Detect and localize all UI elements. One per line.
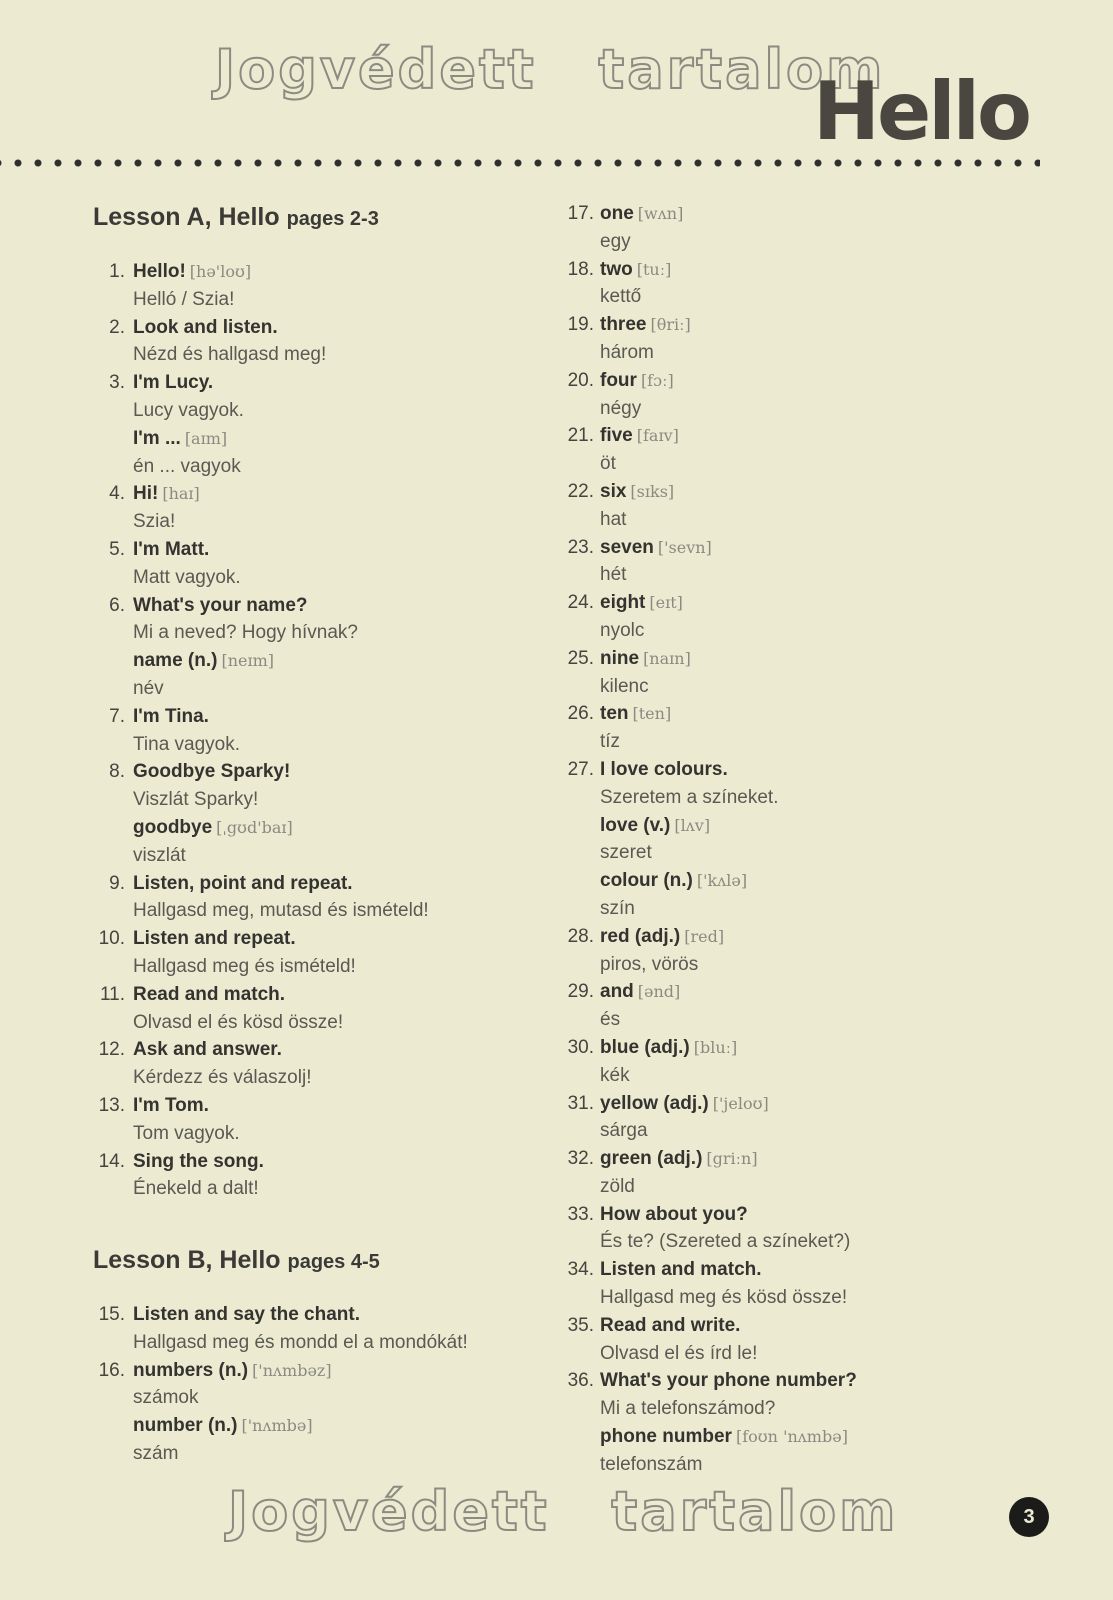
translation-text: Hallgasd meg, mutasd és ismételd!: [133, 900, 429, 922]
english-term: Hi!: [133, 483, 159, 505]
watermark-bottom: Jogvédett tartalom: [228, 1480, 899, 1543]
watermark-top: Jogvédett tartalom: [215, 38, 886, 101]
phonetic-transcription: [fɔː]: [640, 370, 674, 390]
hungarian-translation: [600, 784, 1036, 812]
translation-text: Énekeld a dalt!: [133, 1178, 259, 1200]
english-line: [133, 870, 553, 898]
hungarian-translation: [133, 786, 553, 814]
phonetic-transcription: [wʌn]: [637, 204, 684, 223]
entry-number: 35.: [567, 1314, 594, 1336]
hungarian-translation: [600, 339, 1036, 367]
english-term: eight: [600, 592, 646, 614]
english-term: Goodbye Sparky!: [133, 761, 291, 783]
phonetic-transcription: [lʌv]: [674, 815, 711, 835]
phonetic-transcription: [bluː]: [693, 1037, 738, 1057]
english-term: two: [600, 258, 633, 280]
translation-text: hét: [600, 564, 627, 586]
english-term: How about you?: [600, 1203, 748, 1225]
entry-number: 2.: [109, 316, 125, 338]
english-line: [600, 923, 1036, 951]
english-line: [133, 703, 553, 731]
hungarian-translation: [600, 283, 1036, 311]
vocab-entry: [93, 1092, 553, 1148]
vocab-entry: [566, 1034, 1036, 1090]
entry-number: 7.: [109, 705, 125, 727]
translation-text: Hallgasd meg és ismételd!: [133, 955, 356, 977]
phonetic-transcription: [eɪt]: [649, 593, 683, 613]
translation-text: Hallgasd meg és mondd el a mondókát!: [133, 1331, 468, 1353]
english-term: goodbye: [133, 816, 213, 838]
hungarian-translation: [600, 951, 1036, 979]
english-term: I'm Tina.: [133, 705, 209, 727]
translation-text: egy: [600, 230, 631, 252]
hungarian-translation: [600, 1395, 1036, 1423]
english-line: [600, 1312, 1036, 1340]
entry-number: 36.: [567, 1370, 594, 1392]
entry-number: 23.: [567, 536, 594, 558]
english-line: [600, 534, 1036, 562]
phonetic-transcription: [naɪn]: [643, 648, 691, 668]
translation-text: Kérdezz és válaszolj!: [133, 1067, 312, 1089]
translation-text: Hallgasd meg és kösd össze!: [600, 1287, 848, 1309]
english-term: name (n.): [133, 650, 218, 672]
translation-text: Mi a neved? Hogy hívnak?: [133, 622, 358, 644]
vocab-entry: [93, 925, 553, 981]
english-line: [600, 645, 1036, 673]
english-term: Listen and repeat.: [133, 928, 296, 950]
phonetic-transcription: [ənd]: [637, 982, 681, 1002]
english-term: seven: [600, 536, 654, 558]
translation-text: három: [600, 341, 654, 363]
english-term: green (adj.): [600, 1148, 703, 1170]
translation-text: Nézd és hallgasd meg!: [133, 344, 327, 366]
english-line: [600, 812, 1036, 840]
phonetic-transcription: [foʊn 'nʌmbə]: [735, 1427, 848, 1447]
dotted-divider: [0, 158, 1040, 168]
entry-number: 30.: [567, 1036, 594, 1058]
translation-text: név: [133, 677, 164, 699]
phonetic-transcription: [aɪm]: [184, 428, 228, 448]
english-line: [133, 647, 553, 675]
page-title: Hello: [812, 65, 1029, 158]
lesson-b-list: [93, 1301, 553, 1468]
hungarian-translation: [600, 728, 1036, 756]
hungarian-translation: [600, 617, 1036, 645]
entry-number: 24.: [567, 592, 594, 614]
vocab-entry: [566, 1201, 1036, 1257]
english-term: Read and write.: [600, 1314, 741, 1336]
english-term: colour (n.): [600, 870, 693, 892]
english-term: nine: [600, 647, 640, 669]
lesson-b-pages: pages 4-5: [287, 1251, 380, 1274]
english-term: Ask and answer.: [133, 1039, 282, 1061]
english-term: five: [600, 425, 633, 447]
hungarian-translation: [133, 1064, 553, 1092]
hungarian-translation: [600, 673, 1036, 701]
english-line: [600, 1201, 1036, 1229]
vocab-entry: [93, 314, 553, 370]
phonetic-transcription: [ˌgʊd'baɪ]: [216, 817, 293, 837]
hungarian-translation: [133, 453, 553, 481]
english-line: [133, 1036, 553, 1064]
hungarian-translation: [600, 1284, 1036, 1312]
translation-text: Szeretem a színeket.: [600, 786, 779, 808]
vocab-entry: [566, 422, 1036, 478]
phonetic-transcription: [ten]: [632, 704, 672, 724]
page-number-badge: 3: [1009, 1497, 1049, 1537]
entry-number: 25.: [567, 647, 594, 669]
english-line: [133, 592, 553, 620]
vocab-entry: [566, 756, 1036, 923]
vocab-entry: [566, 923, 1036, 979]
hungarian-translation: [600, 1340, 1036, 1368]
hungarian-translation: [133, 731, 553, 759]
vocab-entry: [93, 536, 553, 592]
entry-number: 19.: [567, 314, 594, 336]
hungarian-translation: [600, 1006, 1036, 1034]
translation-text: Mi a telefonszámod?: [600, 1398, 776, 1420]
translation-text: Viszlát Sparky!: [133, 789, 259, 811]
vocab-entry: [566, 1312, 1036, 1368]
entry-number: 32.: [567, 1148, 594, 1170]
english-line: [600, 756, 1036, 784]
hungarian-translation: [133, 1384, 553, 1412]
phonetic-transcription: [tuː]: [636, 259, 672, 279]
hungarian-translation: [600, 1451, 1036, 1479]
english-line: [133, 536, 553, 564]
english-term: Listen and say the chant.: [133, 1304, 360, 1326]
english-line: [600, 256, 1036, 284]
translation-text: és: [600, 1009, 621, 1031]
left-column: [93, 200, 553, 1468]
vocab-entry: [93, 1301, 553, 1357]
vocab-entry: [566, 1145, 1036, 1201]
hungarian-translation: [600, 1062, 1036, 1090]
entry-number: 33.: [567, 1203, 594, 1225]
entry-number: 12.: [98, 1039, 125, 1061]
lesson-b-list-continued: [566, 200, 1036, 1479]
english-line: [600, 867, 1036, 895]
translation-text: Szia!: [133, 511, 176, 533]
english-term: Hello!: [133, 261, 186, 282]
hungarian-translation: [133, 1440, 553, 1468]
english-line: [133, 758, 553, 786]
translation-text: Tom vagyok.: [133, 1122, 240, 1144]
translation-text: viszlát: [133, 844, 186, 866]
hungarian-translation: [133, 675, 553, 703]
hungarian-translation: [133, 397, 553, 425]
english-term: yellow (adj.): [600, 1092, 709, 1114]
hungarian-translation: [133, 1009, 553, 1037]
translation-text: hat: [600, 508, 627, 530]
vocab-entry: [93, 1036, 553, 1092]
translation-text: telefonszám: [600, 1453, 703, 1475]
entry-number: 28.: [567, 925, 594, 947]
translation-text: Helló / Szia!: [133, 288, 235, 310]
phonetic-transcription: ['jeloʊ]: [712, 1093, 769, 1113]
vocab-entry: [93, 592, 553, 703]
translation-text: sárga: [600, 1120, 648, 1142]
lesson-b-heading: [93, 1245, 553, 1301]
english-term: numbers (n.): [133, 1359, 249, 1381]
translation-text: szeret: [600, 842, 652, 864]
vocab-entry: [566, 256, 1036, 312]
translation-text: zöld: [600, 1175, 635, 1197]
english-term: ten: [600, 703, 629, 725]
phonetic-transcription: [hə'loʊ]: [189, 262, 252, 281]
vocab-entry: [566, 200, 1036, 256]
entry-number: 22.: [567, 480, 594, 502]
hungarian-translation: [133, 842, 553, 870]
english-line: [133, 925, 553, 953]
entry-number: 15.: [98, 1304, 125, 1326]
english-term: phone number: [600, 1426, 732, 1448]
entry-number: 5.: [109, 538, 125, 560]
entry-number: 13.: [98, 1094, 125, 1116]
vocab-entry: [566, 1367, 1036, 1478]
entry-number: 27.: [567, 758, 594, 780]
english-line: [600, 978, 1036, 1006]
hungarian-translation: [133, 341, 553, 369]
phonetic-transcription: ['kʌlə]: [696, 871, 748, 891]
hungarian-translation: [133, 564, 553, 592]
phonetic-transcription: [red]: [684, 926, 725, 946]
english-line: [133, 480, 553, 508]
translation-text: Lucy vagyok.: [133, 399, 244, 421]
english-term: I'm Matt.: [133, 538, 210, 560]
right-column: [566, 200, 1036, 1479]
hungarian-translation: [600, 561, 1036, 589]
entry-number: 34.: [567, 1259, 594, 1281]
entry-number: 31.: [567, 1092, 594, 1114]
english-line: [133, 1092, 553, 1120]
english-line: [133, 1301, 553, 1329]
hungarian-translation: [133, 1175, 553, 1203]
translation-text: számok: [133, 1387, 199, 1409]
english-line: [133, 981, 553, 1009]
translation-text: Tina vagyok.: [133, 733, 241, 755]
translation-text: négy: [600, 397, 642, 419]
english-line: [133, 258, 553, 286]
vocab-entry: [566, 978, 1036, 1034]
english-line: [133, 814, 553, 842]
lesson-a-title: Lesson A, Hello: [93, 203, 280, 231]
english-term: I love colours.: [600, 758, 728, 780]
english-term: Listen and match.: [600, 1259, 762, 1281]
hungarian-translation: [600, 1228, 1036, 1256]
english-term: What's your phone number?: [600, 1370, 857, 1392]
entry-number: 1.: [109, 261, 125, 282]
english-line: [133, 425, 553, 453]
vocab-entry: [566, 311, 1036, 367]
english-term: love (v.): [600, 814, 671, 836]
translation-text: szám: [133, 1443, 179, 1465]
english-term: one: [600, 203, 634, 224]
vocab-entry: [566, 367, 1036, 423]
english-line: [600, 1090, 1036, 1118]
english-term: four: [600, 369, 637, 391]
english-line: [600, 200, 1036, 228]
hungarian-translation: [133, 619, 553, 647]
vocab-entry: [566, 645, 1036, 701]
phonetic-transcription: [faɪv]: [636, 426, 679, 446]
english-term: Listen, point and repeat.: [133, 872, 353, 894]
entry-number: 14.: [98, 1150, 125, 1172]
translation-text: nyolc: [600, 619, 645, 641]
vocab-entry: [566, 534, 1036, 590]
english-line: [600, 1423, 1036, 1451]
translation-text: És te? (Szereted a színeket?): [600, 1231, 851, 1253]
phonetic-transcription: ['nʌmbə]: [241, 1416, 313, 1436]
lesson-b-title: Lesson B, Hello: [93, 1246, 281, 1275]
vocab-entry: [93, 870, 553, 926]
entry-number: 8.: [109, 761, 125, 783]
phonetic-transcription: ['sevn]: [657, 537, 712, 557]
phonetic-transcription: [sɪks]: [630, 481, 675, 501]
phonetic-transcription: [haɪ]: [162, 484, 200, 504]
english-line: [600, 700, 1036, 728]
english-line: [600, 1367, 1036, 1395]
english-line: [600, 589, 1036, 617]
english-line: [600, 422, 1036, 450]
entry-number: 17.: [567, 203, 594, 224]
translation-text: szín: [600, 897, 635, 919]
entry-number: 20.: [567, 369, 594, 391]
english-line: [133, 369, 553, 397]
vocab-entry: [93, 703, 553, 759]
hungarian-translation: [133, 953, 553, 981]
vocab-entry: [566, 700, 1036, 756]
phonetic-transcription: [θriː]: [650, 315, 691, 335]
english-line: [600, 367, 1036, 395]
english-line: [600, 311, 1036, 339]
translation-text: öt: [600, 453, 616, 475]
english-line: [600, 1034, 1036, 1062]
vocab-entry: [566, 1090, 1036, 1146]
vocab-entry: [566, 478, 1036, 534]
entry-number: 11.: [99, 983, 125, 1005]
english-term: and: [600, 981, 634, 1003]
entry-number: 29.: [567, 981, 594, 1003]
vocab-entry: [566, 1256, 1036, 1312]
english-term: red (adj.): [600, 925, 681, 947]
english-line: [133, 1357, 553, 1385]
hungarian-translation: [133, 1120, 553, 1148]
hungarian-translation: [600, 1117, 1036, 1145]
translation-text: tíz: [600, 731, 621, 753]
vocab-entry: [93, 1148, 553, 1204]
vocab-entry: [93, 758, 553, 869]
hungarian-translation: [600, 1173, 1036, 1201]
entry-number: 9.: [109, 872, 125, 894]
translation-text: kék: [600, 1064, 630, 1086]
english-term: Sing the song.: [133, 1150, 264, 1172]
entry-number: 16.: [98, 1359, 125, 1381]
translation-text: Olvasd el és írd le!: [600, 1342, 758, 1364]
english-term: I'm Lucy.: [133, 372, 214, 394]
translation-text: én ... vagyok: [133, 455, 241, 477]
translation-text: kettő: [600, 286, 642, 308]
english-line: [133, 314, 553, 342]
english-term: What's your name?: [133, 594, 308, 616]
english-term: I'm ...: [133, 427, 181, 449]
vocab-entry: [93, 369, 553, 480]
english-term: blue (adj.): [600, 1036, 690, 1058]
hungarian-translation: [133, 897, 553, 925]
english-line: [133, 1412, 553, 1440]
entry-number: 3.: [109, 372, 125, 394]
english-term: number (n.): [133, 1415, 238, 1437]
entry-number: 10.: [98, 928, 125, 950]
translation-text: kilenc: [600, 675, 649, 697]
lesson-a-list: [93, 258, 553, 1203]
entry-number: 6.: [109, 594, 125, 616]
vocab-entry: [566, 589, 1036, 645]
hungarian-translation: [600, 506, 1036, 534]
phonetic-transcription: [neɪm]: [221, 651, 274, 671]
english-term: six: [600, 480, 627, 502]
english-term: three: [600, 314, 647, 336]
entry-number: 4.: [109, 483, 125, 505]
hungarian-translation: [600, 395, 1036, 423]
hungarian-translation: [600, 228, 1036, 256]
english-line: [133, 1148, 553, 1176]
lesson-a-pages: pages 2-3: [286, 208, 379, 230]
vocab-entry: [93, 258, 553, 314]
translation-text: piros, vörös: [600, 953, 699, 975]
entry-number: 18.: [567, 258, 594, 280]
hungarian-translation: [600, 450, 1036, 478]
translation-text: Olvasd el és kösd össze!: [133, 1011, 344, 1033]
phonetic-transcription: ['nʌmbəz]: [252, 1360, 332, 1380]
english-term: Look and listen.: [133, 316, 278, 338]
translation-text: Matt vagyok.: [133, 566, 241, 588]
vocab-entry: [93, 1357, 553, 1468]
entry-number: 26.: [567, 703, 594, 725]
hungarian-translation: [133, 286, 553, 314]
english-term: I'm Tom.: [133, 1094, 209, 1116]
vocab-entry: [93, 480, 553, 536]
english-line: [600, 1256, 1036, 1284]
english-term: Read and match.: [133, 983, 286, 1005]
vocab-entry: [93, 981, 553, 1037]
phonetic-transcription: [griːn]: [706, 1149, 758, 1169]
hungarian-translation: [600, 895, 1036, 923]
lesson-a-heading: [93, 202, 553, 258]
hungarian-translation: [133, 508, 553, 536]
hungarian-translation: [133, 1329, 553, 1357]
english-line: [600, 1145, 1036, 1173]
hungarian-translation: [600, 839, 1036, 867]
entry-number: 21.: [567, 425, 594, 447]
english-line: [600, 478, 1036, 506]
